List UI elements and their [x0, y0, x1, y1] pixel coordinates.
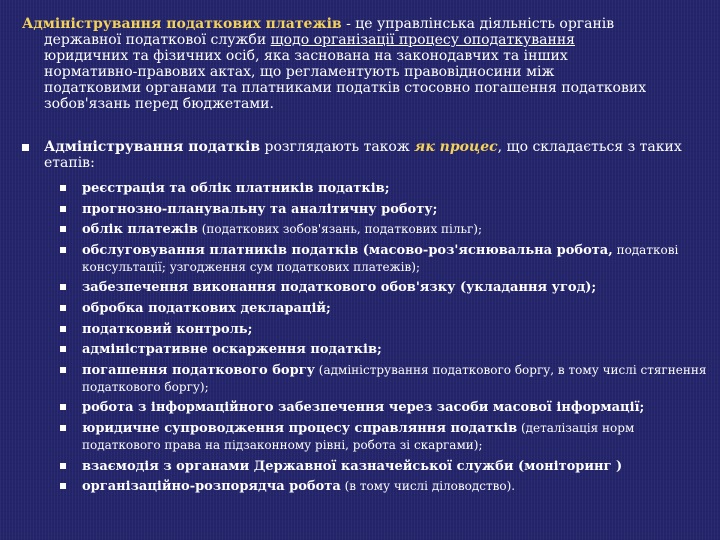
list-item-bold: облік платежів: [82, 222, 198, 238]
definition-line3: юридичних та фізичних осіб, яка заснована на законодавчих та інших: [44, 48, 568, 64]
list-item-bold: податковий контроль;: [82, 321, 253, 337]
square-bullet-icon: [60, 305, 66, 311]
list-item-note: податкові консультації; узгодження сум податкових платежів);: [82, 242, 679, 274]
list-item-bold: обслуговування платників податків (масово-роз'яснювальна робота,: [82, 242, 613, 258]
definition-line1: - це управлінська діяльність органів: [341, 16, 615, 32]
list-item-note: (в тому числі діловодство).: [340, 479, 516, 494]
square-bullet-icon: [60, 463, 66, 469]
list-item: [60, 399, 712, 416]
process-term: Адміністрування податків: [44, 139, 261, 155]
definition-line2a: державної податкової служби: [44, 32, 271, 48]
list-item-bold: реєстрація та облік платників податків;: [82, 181, 390, 196]
square-bullet-icon: [60, 185, 66, 191]
square-bullet-icon: [60, 367, 66, 373]
list-item-bold: організаційно-розпорядча робота: [82, 479, 341, 495]
definition-line4: нормативно-правових актах, що регламентують правовідносини між: [44, 64, 555, 80]
process-line2: етапів:: [44, 155, 95, 171]
square-bullet-icon: [60, 284, 66, 290]
list-item-bold: обробка податкових декларацій;: [82, 300, 331, 316]
square-bullet-icon: [60, 346, 66, 352]
process-emphasis: як процес: [414, 139, 498, 155]
list-item-bold: забезпечення виконання податкового обов'язку (укладання угод);: [82, 280, 597, 296]
list-item-note: (податкових зобов'язань, податкових пільг);: [197, 222, 483, 237]
list-item-note: (деталізація норм податкового права на підзаконному рівні, робота зі скаргами);: [82, 420, 635, 452]
definition-continuation: [22, 32, 712, 112]
definition-line2-underlined: щодо організації процесу оподаткування: [270, 32, 575, 48]
definition-line5: податковими органами та платниками податків стосовно погашення податкових: [44, 80, 647, 96]
list-item: [60, 321, 712, 338]
square-bullet-icon: [60, 425, 66, 431]
list-item-bold: юридичне супроводження процесу справляння податків: [82, 420, 518, 436]
square-bullet-icon: [60, 247, 66, 253]
list-item-bold: адміністративне оскарження податків;: [82, 342, 382, 358]
square-bullet-icon: [60, 404, 66, 410]
square-bullet-icon: [60, 206, 66, 212]
definition-term: Адміністрування податкових платежів: [22, 16, 342, 32]
stages-list: [60, 180, 712, 499]
definition-paragraph: [22, 16, 712, 112]
list-item-bold: прогнозно-планувальну та аналітичну роботу;: [82, 201, 438, 217]
list-item-bold: погашення податкового боргу: [82, 362, 315, 378]
list-item: [60, 201, 712, 218]
process-mid: розглядають також: [260, 139, 415, 155]
square-bullet-icon: [60, 483, 66, 489]
list-item: [60, 478, 712, 495]
list-item: [60, 242, 712, 276]
list-item-bold: робота з інформаційного забезпечення через засоби масової інформації;: [82, 400, 645, 416]
list-item-note: (адміністрування податкового боргу, в тому числі стягнення податкового боргу);: [82, 362, 707, 394]
square-bullet-icon: [60, 226, 66, 232]
list-item: [60, 300, 712, 317]
square-bullet-icon: [22, 144, 29, 151]
list-item: [60, 420, 712, 454]
list-item-bold: взаємодія з органами Державної казначейської служби (моніторинг ): [82, 458, 623, 474]
list-item: [60, 279, 712, 296]
definition-line6: зобов'язань перед бюджетами.: [44, 96, 274, 112]
list-item: [60, 362, 712, 396]
list-item: [60, 341, 712, 358]
process-text: [22, 139, 712, 171]
process-rest: , що складається з таких: [497, 139, 682, 155]
square-bullet-icon: [60, 326, 66, 332]
list-item: [60, 458, 712, 475]
list-item: [60, 221, 712, 238]
list-item: [60, 180, 712, 197]
process-paragraph: [22, 139, 712, 171]
